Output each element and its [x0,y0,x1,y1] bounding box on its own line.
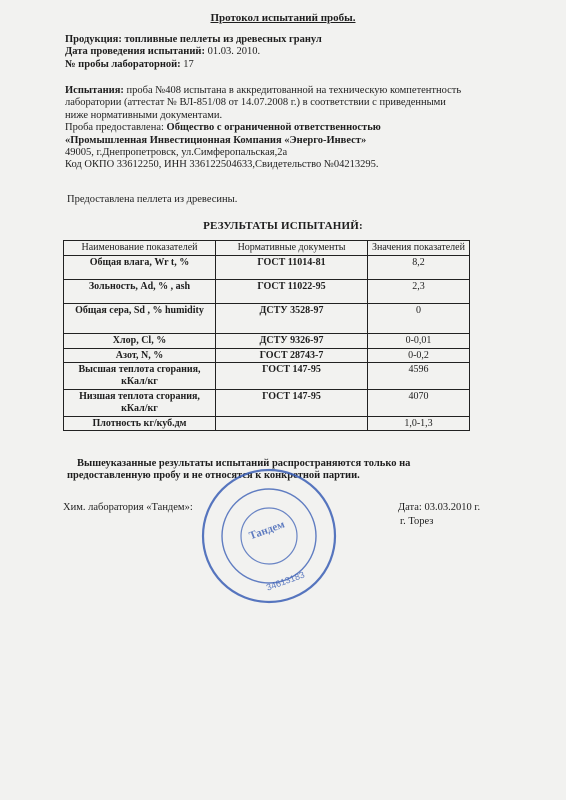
table-cell-doc [216,416,368,431]
lab-signature-label: Хим. лаборатория «Тандем»: [63,502,193,513]
provided-pellets: Предоставлена пеллета из древесины. [67,194,238,205]
table-cell-value: 2,3 [368,279,470,303]
product-value: топливные пеллеты из древесных гранул [121,34,322,45]
table-cell-value: 8,2 [368,255,470,279]
table-cell-value: 4070 [368,389,470,416]
product-label: Продукция: [65,34,122,45]
date-signature: Дата: 03.03.2010 г. [398,502,481,513]
lab-sample-value: 17 [180,58,194,70]
table-cell-name: Зольность, Ad, % , ash [64,279,216,303]
table-cell-name: Азот, N, % [64,348,216,363]
provided-org-2: «Промышленная Инвестиционная Компания «Энерго-Инвест» [65,134,367,146]
table-row [64,303,470,333]
test-date-label: Дата проведения испытаний: [65,46,205,58]
table-cell-value: 1,0-1,3 [368,416,470,431]
provided-address: 49005, г.Днепропетровск, ул.Симферопальская,2а [65,146,288,158]
table-cell-name: Общая влага, Wr t, % [64,255,216,279]
tests-label: Испытания: [65,85,124,96]
table-cell-name: Хлор, Cl, % [64,333,216,348]
table-cell-doc: ГОСТ 147-95 [216,389,368,416]
table-row [64,279,470,303]
header-cell: Значения показателей [368,241,470,256]
provided-codes: Код ОКПО 33612250, ИНН 336122504633,Свидетельство №04213295. [65,159,379,171]
results-note: Вышеуказанные результаты испытаний распространяются только на предоставленную пробу и не относятся к конкретной партии. [67,458,411,482]
table-cell-value: 0 [368,303,470,333]
table-row [64,389,470,416]
table-row [64,363,470,390]
provided-label: Проба предоставлена: [65,122,164,134]
table-cell-name: Низшая теплота сгорания, кКал/кг [64,389,216,416]
table-row [64,348,470,363]
table-row [64,416,470,431]
table-cell-doc: ДСТУ 9326-97 [216,333,368,348]
header-info [65,34,505,71]
table-cell-doc: ГОСТ 11014-81 [216,255,368,279]
table-cell-doc: ГОСТ 11022-95 [216,279,368,303]
document-title: Протокол испытаний пробы. [210,12,356,24]
table-row [64,255,470,279]
table-cell-value: 0-0,2 [368,348,470,363]
table-cell-doc: ДСТУ 3528-97 [216,303,368,333]
stamp-center-text: Тандем [247,518,287,543]
table-cell-name: Высшая теплота сгорания, кКал/кг [64,363,216,390]
table-cell-doc: ГОСТ 147-95 [216,363,368,390]
tests-info [65,85,505,172]
table-row [64,333,470,348]
table-cell-value: 0-0,01 [368,333,470,348]
header-cell: Нормативные документы [216,241,368,256]
results-title: РЕЗУЛЬТАТЫ ИСПЫТАНИЙ: [203,220,363,232]
table-cell-value: 4596 [368,363,470,390]
table-cell-name: Плотность кг/куб.дм [64,416,216,431]
tests-line-1: проба №408 испытана в аккредитованной на техническую компетентность [123,85,462,96]
header-cell: Наименование показателей [64,241,216,256]
results-table [63,240,470,431]
lab-sample-label: № пробы лабораторной: [65,58,181,70]
provided-org-1: Общество с ограниченной ответственностью [163,122,381,134]
round-stamp [198,465,340,607]
city-label: г. Торез [400,516,434,527]
table-header-row [64,241,470,256]
tests-line-3: ниже нормативными документами. [65,109,223,121]
table-cell-name: Общая сера, Sd , % humidity [64,303,216,333]
stamp-number: 34613183 [264,569,306,593]
test-date-value: 01.03. 2010. [204,46,261,58]
tests-line-2: лаборатории (аттестат № ВЛ-851/08 от 14.07.2008 г.) в соответствии с приведенными [65,97,446,109]
table-cell-doc: ГОСТ 28743-7 [216,348,368,363]
